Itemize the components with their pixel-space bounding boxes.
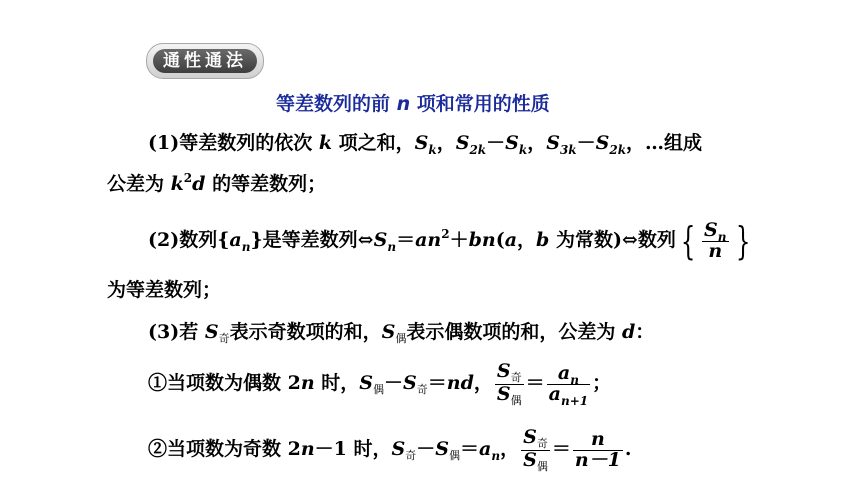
math-token: ， xyxy=(436,132,456,154)
math-token: ②当项数为奇数 2 xyxy=(148,438,301,460)
math-token: d xyxy=(621,321,636,343)
math-token: S xyxy=(496,359,511,382)
math-token: 奇 xyxy=(536,436,548,450)
math-token: n xyxy=(590,427,605,450)
math-token: － xyxy=(486,132,506,154)
math-token: ＋ xyxy=(449,229,469,251)
math-token: n xyxy=(396,93,411,115)
math-token: S xyxy=(435,438,449,460)
math-token: 2k xyxy=(469,143,487,157)
math-token: 表示奇数项的和， xyxy=(229,321,382,343)
math-token: 2 xyxy=(183,171,193,185)
method-badge xyxy=(146,43,264,79)
math-token: 项和常用的性质 xyxy=(410,93,550,115)
math-token: 时， xyxy=(314,372,360,394)
math-token: 项之和， xyxy=(332,132,415,154)
math-token: (3)若 xyxy=(148,321,205,343)
math-token: n xyxy=(241,240,251,254)
math-token: S xyxy=(523,448,537,471)
math-token: S xyxy=(505,132,519,154)
s-odd-over-s-even-fraction-2 xyxy=(521,425,550,473)
math-token: a xyxy=(479,438,492,460)
math-token: n xyxy=(717,229,727,244)
math-token: 偶 xyxy=(373,383,385,396)
math-token: n xyxy=(570,372,579,387)
math-token: 偶 xyxy=(395,332,407,345)
math-token: a xyxy=(229,229,242,251)
math-token: S xyxy=(359,372,374,394)
math-token: b xyxy=(536,229,550,251)
math-token: ( xyxy=(495,229,505,251)
s-odd-over-s-even-fraction xyxy=(495,359,524,407)
math-token: 为等差数列； xyxy=(107,279,222,301)
math-token: S xyxy=(455,132,470,154)
math-token: － xyxy=(384,372,404,394)
math-token: 奇 xyxy=(510,370,522,384)
property-1-line-1 xyxy=(148,130,702,156)
math-token: an xyxy=(415,229,442,251)
math-token: ； xyxy=(592,372,612,394)
math-token: S xyxy=(414,132,429,154)
math-token: ①当项数为偶数 2 xyxy=(148,372,301,394)
math-token: a xyxy=(504,229,518,251)
math-token: 3k xyxy=(559,143,577,157)
math-token: S xyxy=(496,382,511,405)
math-token: ＝ xyxy=(460,438,480,460)
math-token: k xyxy=(428,143,437,157)
math-token: S xyxy=(204,321,219,343)
n-over-n-minus-1-fraction xyxy=(573,427,623,471)
math-token: (2)数列{ xyxy=(148,229,230,251)
math-token: S xyxy=(403,372,417,394)
property-2-line-2 xyxy=(107,277,221,303)
math-token: 奇 xyxy=(405,449,417,462)
math-token: a xyxy=(557,361,571,384)
math-token: ＝ xyxy=(427,372,447,394)
math-token: n xyxy=(300,372,315,394)
math-token: S xyxy=(523,425,537,448)
math-token: d xyxy=(192,173,206,195)
math-token: n xyxy=(708,239,723,262)
math-token: ， xyxy=(517,229,537,251)
math-token: 公差为 xyxy=(107,173,171,195)
math-token: k xyxy=(518,143,528,157)
an-over-an1-fraction xyxy=(547,361,590,408)
math-token: ＝ xyxy=(396,229,416,251)
math-token: n xyxy=(300,438,315,460)
property-3-case-even xyxy=(148,358,611,415)
section-heading xyxy=(276,91,550,117)
math-token: nd xyxy=(446,372,474,394)
math-token: － xyxy=(576,132,596,154)
math-token: k xyxy=(318,132,332,154)
math-token: }是等差数列⇔ xyxy=(250,229,374,251)
math-token: S xyxy=(381,321,396,343)
math-token: 偶 xyxy=(536,459,548,473)
math-token: k xyxy=(170,173,184,195)
property-3-line xyxy=(148,319,654,352)
math-token: a xyxy=(548,382,561,405)
property-1-line-2 xyxy=(107,171,326,197)
method-badge-label: 通性通法 xyxy=(153,49,257,73)
math-token: bn xyxy=(468,229,496,251)
math-token: ＝ xyxy=(525,372,545,394)
math-token: 奇 xyxy=(218,332,230,345)
math-token: 偶 xyxy=(510,393,522,407)
math-token: n xyxy=(491,449,501,463)
math-token: 表示偶数项的和，公差为 xyxy=(406,321,622,343)
math-token: ， xyxy=(473,372,493,394)
math-token: S xyxy=(391,438,406,460)
math-token: ： xyxy=(635,321,655,343)
math-token: S xyxy=(704,218,718,241)
math-token: 奇 xyxy=(416,383,428,396)
math-token: 的等差数列； xyxy=(205,173,327,195)
math-token: S xyxy=(595,132,610,154)
math-token: (1)等差数列的依次 xyxy=(148,132,319,154)
math-token: ＝ xyxy=(551,438,571,460)
math-token: n－1 xyxy=(574,448,621,471)
math-token: 等差数列的前 xyxy=(276,93,397,115)
math-token: S xyxy=(373,229,388,251)
math-token: n+1 xyxy=(560,393,589,408)
math-token: S xyxy=(546,132,560,154)
math-token: － xyxy=(416,438,436,460)
math-token: n xyxy=(387,240,397,254)
sn-over-n-fraction xyxy=(702,218,728,262)
math-token: 偶 xyxy=(449,449,460,462)
property-3-case-odd xyxy=(148,424,632,481)
math-token: 为常数)⇔数列 xyxy=(549,229,676,251)
math-token: －1 时， xyxy=(314,438,392,460)
math-token: 2k xyxy=(609,143,627,157)
property-2-line-1: (2)数列$\{a_n\}$是等差数列$\Leftrightarrow S_n=an^2+bn(a$，b 为常数)⇔数列 { $\frac{S_n}{n}$ } xyxy=(148,218,750,263)
math-token: ， xyxy=(500,438,520,460)
math-token: . xyxy=(624,438,632,460)
math-token: ，…组成 xyxy=(626,132,703,154)
math-token: 2 xyxy=(441,227,450,241)
math-token: ， xyxy=(527,132,547,154)
